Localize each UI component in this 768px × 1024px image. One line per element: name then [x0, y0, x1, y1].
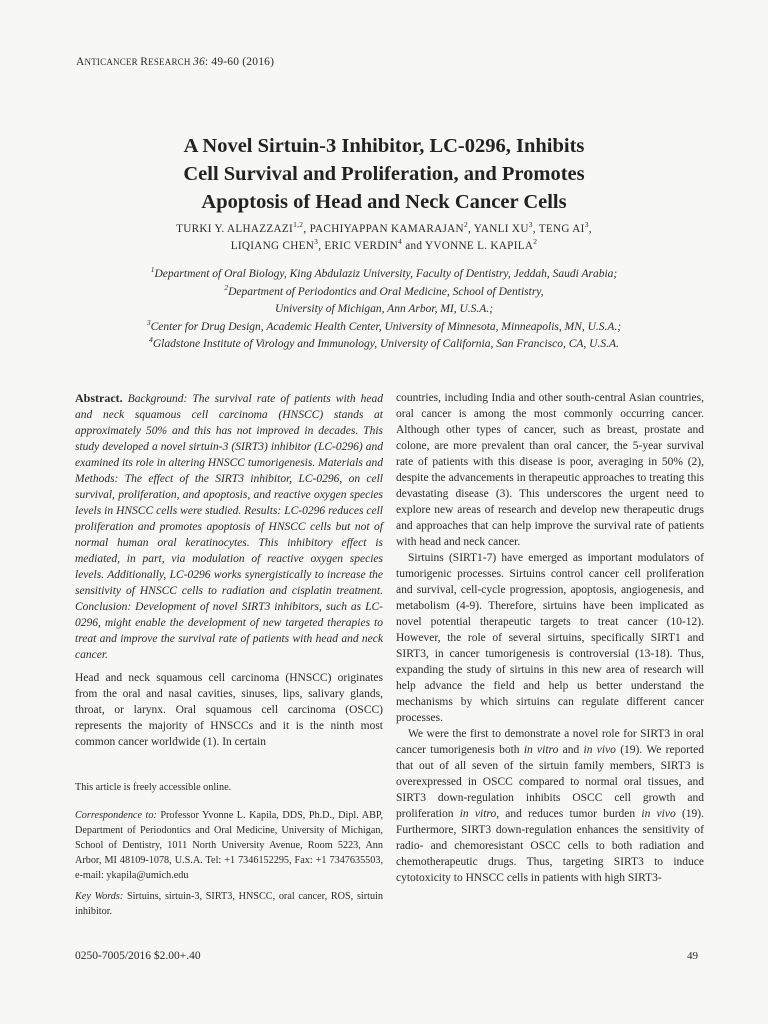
- paragraph-1: countries, including India and other south-central Asian countries, oral cancer is among the most commonly occurring cancer. Although other types of cancer, such as breast, prostate and colone, are more prevalent than oral cancer, the 5-year survival rate of patients with this disease is poor, averaging in 50% (2), despite the advancements in therapeutic approaches to treating this devastating disease (3). This underscores the urgent need to explore new areas of research and develop new therapeutic drugs and approaches that can help improve the survival rate of patients with head and neck cancer.: [396, 392, 704, 548]
- journal-name-initial-2: R: [140, 56, 149, 68]
- right-column: [396, 390, 704, 886]
- journal-name-part-2: ESEARCH: [148, 57, 193, 67]
- author-affil-sup: 1,2: [293, 220, 304, 229]
- p3-italic: in vivo: [583, 744, 616, 756]
- journal-pages-year: : 49-60 (2016): [204, 56, 275, 68]
- author-name: TENG AI: [538, 223, 585, 235]
- p3-italic: in vivo: [641, 808, 676, 820]
- author-sep: ,: [532, 223, 539, 235]
- abstract-heading: Abstract.: [75, 391, 123, 405]
- affil-sup: 2: [224, 282, 229, 292]
- journal-name-initial: A: [76, 56, 85, 68]
- title-line-1: A Novel Sirtuin-3 Inhibitor, LC-0296, Inhibits: [183, 135, 585, 157]
- author-name: LIQIANG CHEN: [230, 240, 315, 252]
- correspondence-body: Professor Yvonne L. Kapila, DDS, Ph.D., Dipl. ABP, Department of Periodontics and Oral Medicine, University of Michigan, School of Dentistry, 1011 North University Avenue, Room 5223, Ann Arbor, MI 48109-1078, U.S.A. Tel: +1 7346152295, Fax: +1 7347635503, e-mail: ykapila@umich.edu: [75, 810, 383, 881]
- author-line-2: [110, 238, 658, 255]
- access-note: This article is freely accessible online.: [75, 782, 232, 793]
- author-affil-sup: 2: [533, 237, 538, 246]
- affil-text: Department of Periodontics and Oral Medicine, School of Dentistry,: [228, 285, 544, 298]
- page-number: 49: [687, 950, 698, 962]
- journal-name-part: NTICANCER: [84, 57, 141, 67]
- author-sep: ,: [303, 223, 310, 235]
- keywords-note: [75, 889, 383, 919]
- affiliation-4: [80, 336, 688, 354]
- author-line-1: [110, 221, 658, 238]
- affil-sup: 4: [149, 335, 153, 345]
- p3-italic: in vitro: [523, 744, 559, 756]
- intro-paragraph-left: Head and neck squamous cell carcinoma (HNSCC) originates from the oral and nasal cavities, sinuses, lips, salivary glands, throat, or larynx. Oral squamous cell carcinoma (OSCC) represents the majority of HNSCCs and it is the ninth most common cancer worldwide (1). In certain: [75, 672, 383, 748]
- affil-sup: 3: [146, 317, 151, 327]
- author-affil-sup: 4: [398, 237, 403, 246]
- paragraph-2: Sirtuins (SIRT1-7) have emerged as important modulators of tumorigenic processes. Sirtuins control cancer cell proliferation and survival, cell-cycle progression, apoptosis, angiogenesis, and metabolism (4-9). Therefore, sirtuins have been implicated as novel potential therapeutic targets to treat cancer (10-12). However, the role of several sirtuins, specifically SIRT1 and SIRT3, in cancer tumorigenesis is controversial (13-18). Thus, expanding the study of sirtuins in this new area of research will help advance the field and help us better understand the mechanisms by which sirtuins can regulate different cancer processes.: [396, 552, 704, 724]
- article-title: [100, 132, 668, 216]
- p3-text: and: [558, 744, 584, 756]
- journal-volume: 36: [193, 56, 205, 68]
- affil-text: Gladstone Institute of Virology and Immunology, University of California, San Francisco, CA, U.S.A.: [152, 338, 619, 351]
- abstract: [75, 390, 383, 663]
- affil-text: Center for Drug Design, Academic Health Center, University of Minnesota, Minneapolis, MN, U.S.A.;: [150, 320, 622, 333]
- footer-price-code: 0250-7005/2016 $2.00+.40: [75, 950, 201, 962]
- keywords-body: Sirtuins, sirtuin-3, SIRT3, HNSCC, oral cancer, ROS, sirtuin inhibitor.: [75, 891, 383, 917]
- keywords-label: Key Words:: [75, 891, 124, 902]
- correspondence-note: [75, 808, 383, 883]
- title-line-3: Apoptosis of Head and Neck Cancer Cells: [201, 191, 567, 213]
- affil-sup: 1: [150, 265, 155, 274]
- author-name: PACHIYAPPAN KAMARAJAN: [309, 223, 464, 235]
- affiliation-2: [80, 284, 688, 302]
- affiliations: [80, 266, 688, 354]
- correspondence-label: Correspondence to:: [75, 810, 157, 821]
- affiliation-3: [80, 319, 688, 337]
- author-affil-sup: 3: [584, 220, 589, 229]
- p3-text: , and reduces tumor burden: [496, 808, 642, 820]
- author-sep: and: [402, 240, 425, 252]
- author-sep: ,: [588, 223, 592, 235]
- author-affil-sup: 3: [528, 220, 533, 229]
- author-name: ERIC VERDIN: [324, 240, 399, 252]
- title-line-2: Cell Survival and Proliferation, and Promotes: [183, 163, 585, 185]
- p3-text: We were the first to demonstrate a novel role for SIRT3 in oral cancer tumorigenesis both: [396, 728, 704, 756]
- p3-text: (19). Furthermore, SIRT3 down-regulation enhances the sensitivity of radio- and chemoresistant OSCC cells to both radiation and chemotherapeutic drugs. Thus, targeting SIRT3 to induce cytotoxicity to HNSCC cells in patients with high SIRT3-: [396, 808, 704, 884]
- paragraph-3: [396, 726, 704, 886]
- author-affil-sup: 2: [463, 220, 468, 229]
- author-name: TURKI Y. ALHAZZAZI: [176, 223, 294, 235]
- author-sep: ,: [318, 240, 325, 252]
- journal-header: [76, 56, 274, 68]
- author-list: [110, 221, 658, 255]
- author-affil-sup: 3: [314, 237, 319, 246]
- affiliation-2-cont: University of Michigan, Ann Arbor, MI, U.S.A.;: [274, 303, 494, 316]
- author-name: YVONNE L. KAPILA: [424, 240, 534, 252]
- author-name: YANLI XU: [473, 223, 529, 235]
- affil-text: Department of Oral Biology, King Abdulaziz University, Faculty of Dentistry, Jeddah, Saudi Arabia;: [154, 268, 618, 280]
- p3-italic: in vitro: [459, 808, 497, 820]
- p3-text: (19). We reported that out of all seven of the sirtuin family members, SIRT3 is overexpressed in OSCC compared to normal oral tissues, and SIRT3 down-regulation inhibits OSCC cell growth and proliferation: [396, 744, 704, 820]
- affiliation-1: [80, 266, 688, 284]
- abstract-body: Background: The survival rate of patients with head and neck squamous cell carcinoma (HNSCC) stands at approximately 50% and this has not improved in decades. This study developed a novel sirtuin-3 (SIRT3) inhibitor (LC-0296) and examined its role in altering HNSCC tumorigenesis. Materials and Methods: The effect of the SIRT3 inhibitor, LC-0296, on cell survival, proliferation, and apoptosis, and reactive oxygen species levels in HNSCC cells were studied. Results: LC-0296 reduces cell proliferation and promotes apoptosis of HNSCC cells but not of normal human oral keratinocytes. This inhibitory effect is mediated, in part, via modulation of reactive oxygen species levels. Additionally, LC-0296 works synergistically to increase the sensitivity of HNSCC cells to radiation and cisplatin treatment. Conclusion: Development of novel SIRT3 inhibitors, such as LC-0296, might enable the development of new targeted therapies to treat and improve the survival rate of patients with head and neck cancer.: [75, 393, 383, 661]
- author-sep: ,: [468, 223, 474, 235]
